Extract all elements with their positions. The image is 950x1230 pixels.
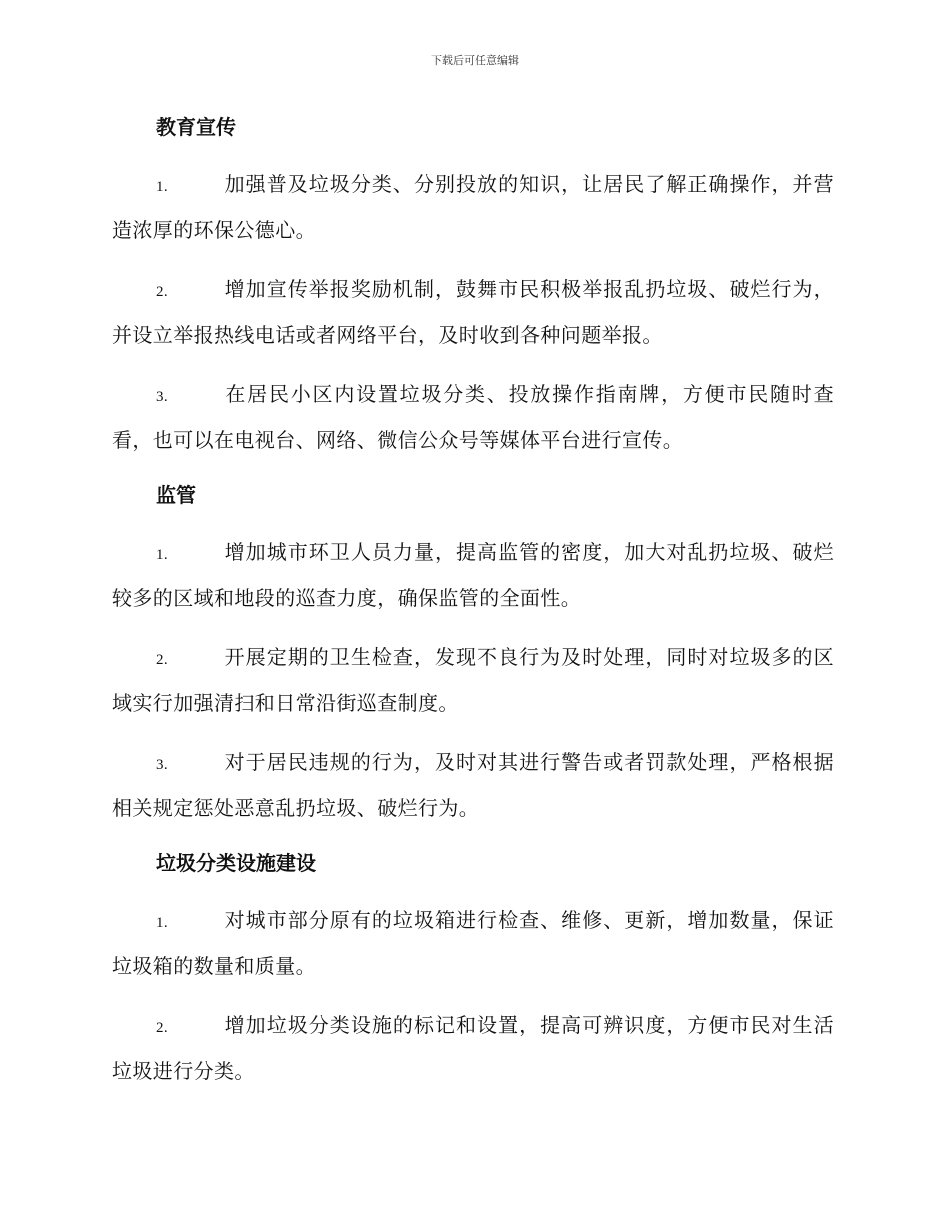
list-item-text: 加强普及垃圾分类、分别投放的知识，让居民了解正确操作，并营造浓厚的环保公德心。	[112, 172, 834, 242]
list-number: 1.	[156, 547, 169, 563]
list-item-text: 在居民小区内设置垃圾分类、投放操作指南牌，方便市民随时查看，也可以在电视台、网络、微信公众号等媒体平台进行宣传。	[112, 382, 834, 452]
list-item	[112, 899, 834, 988]
page-header: 下载后可任意编辑	[431, 54, 519, 67]
section-heading: 垃圾分类设施建设	[156, 851, 316, 875]
list-number: 3.	[156, 757, 169, 773]
list-item	[112, 373, 834, 462]
list-item-text: 增加城市环卫人员力量，提高监管的密度，加大对乱扔垃圾、破烂较多的区域和地段的巡查力度，确保监管的全面性。	[112, 540, 834, 610]
list-item	[112, 163, 834, 252]
list-item-text: 对城市部分原有的垃圾箱进行检查、维修、更新，增加数量，保证垃圾箱的数量和质量。	[112, 908, 834, 978]
list-item-text: 开展定期的卫生检查，发现不良行为及时处理，同时对垃圾多的区域实行加强清扫和日常沿街巡查制度。	[112, 645, 834, 715]
section-heading: 监管	[156, 483, 196, 507]
list-number: 3.	[156, 389, 169, 405]
list-item-text: 对于居民违规的行为，及时对其进行警告或者罚款处理，严格根据相关规定惩处恶意乱扔垃圾、破烂行为。	[112, 750, 834, 820]
list-item-text: 增加垃圾分类设施的标记和设置，提高可辨识度，方便市民对生活垃圾进行分类。	[112, 1013, 834, 1083]
list-number: 2.	[156, 1020, 169, 1036]
list-item	[112, 268, 834, 357]
list-number: 1.	[156, 179, 169, 195]
list-item-text: 增加宣传举报奖励机制，鼓舞市民积极举报乱扔垃圾、破烂行为，并设立举报热线电话或者网络平台，及时收到各种问题举报。	[112, 277, 834, 347]
list-number: 1.	[156, 915, 169, 931]
list-number: 2.	[156, 652, 169, 668]
list-item	[112, 636, 834, 725]
list-item	[112, 531, 834, 620]
list-number: 2.	[156, 284, 169, 300]
document-body	[112, 110, 834, 1109]
section-heading: 教育宣传	[156, 115, 236, 139]
list-item	[112, 741, 834, 830]
list-item	[112, 1004, 834, 1093]
